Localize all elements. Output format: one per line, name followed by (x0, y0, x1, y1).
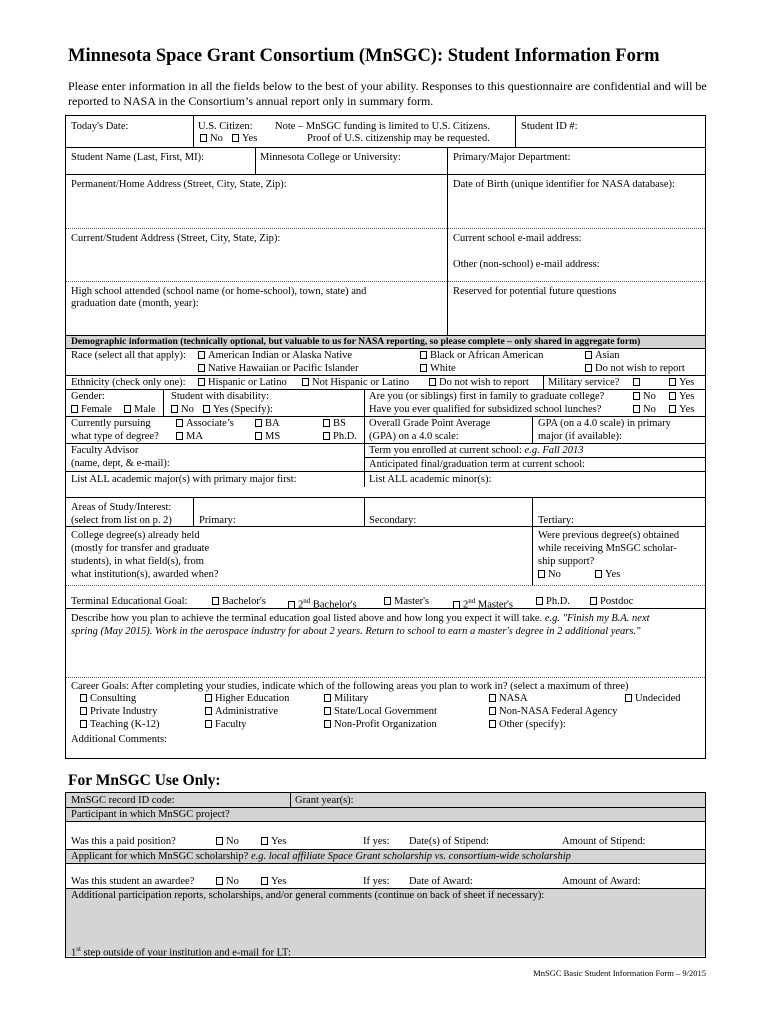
checkbox-icon (590, 597, 597, 605)
checkbox-icon (536, 597, 543, 605)
checkbox-icon (176, 432, 183, 440)
race-black[interactable]: Black or African American (418, 349, 543, 362)
checkbox-icon (198, 378, 205, 386)
career-other[interactable]: Other (specify): (487, 718, 566, 731)
checkbox-icon (255, 419, 262, 427)
checkbox-icon (489, 720, 496, 728)
checkbox-icon (323, 432, 330, 440)
office-use-heading: For MnSGC Use Only: (68, 772, 221, 789)
footer-text: MnSGC Basic Student Information Form – 9/2015 (533, 968, 706, 978)
prev-degrees-3: ship support? (538, 556, 595, 567)
military-no[interactable] (631, 376, 643, 389)
checkbox-icon (323, 419, 330, 427)
degrees-held-3: students), in what field(s), from (71, 556, 204, 567)
high-school-label-2: graduation date (month, year): (71, 298, 199, 309)
disability-label: Student with disability: (171, 391, 270, 402)
checkbox-icon (633, 392, 640, 400)
checkbox-icon (489, 707, 496, 715)
prev-degrees-2: while receiving MnSGC scholar- (538, 543, 677, 554)
dob-label: Date of Birth (unique identifier for NASA database): (453, 179, 675, 190)
checkbox-icon (205, 720, 212, 728)
record-id-label: MnSGC record ID code: (71, 795, 175, 806)
prev-degrees-no[interactable]: No (536, 568, 561, 581)
advisor-label-1: Faculty Advisor (71, 445, 139, 456)
stipend-dates-label: Date(s) of Stipend: (409, 836, 489, 847)
awardee-yes[interactable]: Yes (259, 875, 286, 888)
checkbox-icon (633, 378, 640, 386)
gpa-label-2: (GPA) on a 4.0 scale: (369, 431, 459, 442)
ethnicity-label: Ethnicity (check only one): (71, 377, 186, 388)
checkbox-icon (669, 405, 676, 413)
student-name-label: Student Name (Last, First, MI): (71, 152, 204, 163)
career-state-gov[interactable]: State/Local Government (322, 705, 437, 718)
award-date-label: Date of Award: (409, 876, 473, 887)
degrees-held-2: (mostly for transfer and graduate (71, 543, 210, 554)
career-private[interactable]: Private Industry (78, 705, 157, 718)
us-citizen-no[interactable]: No (198, 132, 223, 145)
checkbox-icon (324, 720, 331, 728)
term-example: e.g. Fall 2013 (524, 445, 584, 456)
awardee-no[interactable]: No (214, 875, 239, 888)
degree-phd[interactable]: Ph.D. (321, 430, 357, 443)
ethnicity-do-not-wish[interactable]: Do not wish to report (427, 376, 529, 389)
goal-second-masters[interactable]: 2nd Master's (451, 595, 513, 612)
checkbox-icon (171, 405, 178, 413)
student-id-label: Student ID #: (521, 121, 578, 132)
military-label: Military service? (548, 377, 620, 388)
goal-masters[interactable]: Master's (382, 595, 429, 608)
checkbox-icon (585, 364, 592, 372)
major-dept-label: Primary/Major Department: (453, 152, 571, 163)
career-faculty[interactable]: Faculty (203, 718, 247, 731)
goal-phd[interactable]: Ph.D. (534, 595, 570, 608)
checkbox-icon (205, 694, 212, 702)
goal-label: Terminal Educational Goal: (71, 596, 188, 607)
checkbox-icon (420, 364, 427, 372)
first-gen-label: Are you (or siblings) first in family to graduate college? (369, 391, 605, 402)
gpa-label-1: Overall Grade Point Average (369, 418, 491, 429)
checkbox-icon (420, 351, 427, 359)
goal-bachelors[interactable]: Bachelor's (210, 595, 266, 608)
lunch-label: Have you ever qualified for subsidized school lunches? (369, 404, 602, 415)
career-military[interactable]: Military (322, 692, 368, 705)
us-citizen-yes[interactable]: Yes (230, 132, 257, 145)
todays-date-label: Today's Date: (71, 121, 129, 132)
paid-if-yes: If yes: (363, 836, 390, 847)
ethnicity-hispanic[interactable]: Hispanic or Latino (196, 376, 287, 389)
checkbox-icon (261, 877, 268, 885)
career-teaching[interactable]: Teaching (K-12) (78, 718, 160, 731)
checkbox-icon (324, 707, 331, 715)
checkbox-icon (384, 597, 391, 605)
career-nasa[interactable]: NASA (487, 692, 528, 705)
prev-degrees-1: Were previous degree(s) obtained (538, 530, 680, 541)
checkbox-icon (80, 720, 87, 728)
prev-degrees-yes[interactable]: Yes (593, 568, 620, 581)
additional-comments-label: Additional Comments: (71, 734, 167, 745)
tertiary-area-label: Tertiary: (538, 515, 574, 526)
degree-ms[interactable]: MS (253, 430, 280, 443)
degree-ma[interactable]: MA (174, 430, 203, 443)
race-do-not-wish[interactable]: Do not wish to report (583, 362, 685, 375)
checkbox-icon (80, 694, 87, 702)
career-undecided[interactable]: Undecided (623, 692, 680, 705)
stipend-amount-label: Amount of Stipend: (562, 836, 646, 847)
checkbox-icon (669, 392, 676, 400)
ethnicity-not-hispanic[interactable]: Not Hispanic or Latino (300, 376, 409, 389)
checkbox-icon (633, 405, 640, 413)
demographics-header: Demographic information (technically optional, but valuable to us for NASA reporting, so please complete – only shared in aggregate form) (71, 336, 641, 347)
first-step-label: 1st step outside of your institution and e-mail for LT: (71, 945, 291, 959)
race-white[interactable]: White (418, 362, 456, 375)
describe-example: e.g. "Finish my B.A. next (544, 613, 650, 624)
checkbox-icon (585, 351, 592, 359)
military-yes[interactable]: Yes (667, 376, 694, 389)
checkbox-icon (489, 694, 496, 702)
reserved-label: Reserved for potential future questions (453, 286, 617, 297)
award-amount-label: Amount of Award: (562, 876, 641, 887)
disability-yes[interactable]: Yes (Specify): (201, 403, 273, 416)
career-prompt: Career Goals: After completing your studies, indicate which of the following areas you plan to work in? (select a maximum of three) (71, 681, 629, 692)
career-higher-ed[interactable]: Higher Education (203, 692, 289, 705)
degree-bs[interactable]: BS (321, 417, 346, 430)
checkbox-icon (216, 837, 223, 845)
minors-label: List ALL academic minor(s): (369, 474, 492, 485)
describe-example-2: spring (May 2015). Work in the aerospace industry for about 2 years. Return to school to earn a master's degree in 2 additional years." (71, 626, 641, 637)
major-gpa-label-1: GPA (on a 4.0 scale) in primary (538, 418, 671, 429)
race-native-hawaiian[interactable]: Native Hawaiian or Pacific Islander (196, 362, 358, 375)
checkbox-icon (261, 837, 268, 845)
awardee-label: Was this student an awardee? (71, 876, 195, 887)
perm-address-label: Permanent/Home Address (Street, City, State, Zip): (71, 179, 287, 190)
describe-plan: Describe how you plan to achieve the terminal education goal listed above and how long you expect it will take. e.g. "Finish my B.A. next (71, 613, 650, 624)
first-gen-yes[interactable]: Yes (667, 390, 694, 403)
checkbox-icon (232, 134, 239, 142)
additional-reports-label: Additional participation reports, scholarships, and/or general comments (continue on back of sheet if necessary): (71, 890, 545, 901)
checkbox-icon (198, 351, 205, 359)
goal-postdoc[interactable]: Postdoc (588, 595, 633, 608)
college-label: Minnesota College or University: (260, 152, 401, 163)
career-admin[interactable]: Administrative (203, 705, 278, 718)
paid-yes[interactable]: Yes (259, 835, 286, 848)
lunch-no[interactable]: No (631, 403, 656, 416)
areas-label-1: Areas of Study/Interest: (71, 502, 172, 513)
checkbox-icon (71, 405, 78, 413)
primary-area-label: Primary: (199, 515, 236, 526)
checkbox-icon (80, 707, 87, 715)
major-gpa-label-2: major (if available): (538, 431, 622, 442)
paid-no[interactable]: No (214, 835, 239, 848)
gender-male[interactable]: Male (122, 403, 156, 416)
advisor-label-2: (name, dept, & e-mail): (71, 458, 170, 469)
checkbox-icon (595, 570, 602, 578)
checkbox-icon (198, 364, 205, 372)
race-american-indian[interactable]: American Indian or Alaska Native (196, 349, 352, 362)
checkbox-icon (538, 570, 545, 578)
current-address-label: Current/Student Address (Street, City, State, Zip): (71, 233, 281, 244)
grant-years-label: Grant year(s): (295, 795, 354, 806)
paid-position-label: Was this a paid position? (71, 836, 176, 847)
degrees-held-4: what institution(s), awarded when? (71, 569, 219, 580)
career-consulting[interactable]: Consulting (78, 692, 136, 705)
disability-no[interactable]: No (169, 403, 194, 416)
career-non-nasa[interactable]: Non-NASA Federal Agency (487, 705, 617, 718)
degree-associates[interactable]: Associate’s (174, 417, 234, 430)
checkbox-icon (200, 134, 207, 142)
gender-label: Gender: (71, 391, 105, 402)
applicant-example: e.g. local affiliate Space Grant scholarship vs. consortium-wide scholarship (250, 851, 571, 862)
degrees-held-1: College degree(s) already held (71, 530, 200, 541)
applicant-label: Applicant for which MnSGC scholarship? e.g. local affiliate Space Grant scholarship vs. consortium-wide scholarship (71, 851, 571, 862)
other-email-label: Other (non-school) e-mail address: (453, 259, 600, 270)
checkbox-icon (255, 432, 262, 440)
citizen-note-1: Note – MnSGC funding is limited to U.S. Citizens. (275, 121, 490, 132)
checkbox-icon (669, 378, 676, 386)
secondary-area-label: Secondary: (369, 515, 417, 526)
school-email-label: Current school e-mail address: (453, 233, 582, 244)
race-asian[interactable]: Asian (583, 349, 620, 362)
checkbox-icon (625, 694, 632, 702)
checkbox-icon (176, 419, 183, 427)
checkbox-icon (302, 378, 309, 386)
first-gen-no[interactable]: No (631, 390, 656, 403)
career-nonprofit[interactable]: Non-Profit Organization (322, 718, 437, 731)
checkbox-icon (216, 877, 223, 885)
goal-second-bachelors[interactable]: 2nd Bachelor's (286, 595, 357, 612)
intro-text: Please enter information in all the fields below to the best of your ability. Responses to this questionnaire are confidential and will be reported to NASA in the Consortium’s annual report only in summary form. (68, 79, 707, 108)
race-label: Race (select all that apply): (71, 350, 186, 361)
pursuing-label-2: what type of degree? (71, 431, 159, 442)
checkbox-icon (429, 378, 436, 386)
us-citizen-label: U.S. Citizen: (198, 121, 253, 132)
pursuing-label-1: Currently pursuing (71, 418, 151, 429)
checkbox-icon (324, 694, 331, 702)
term-enrolled-label: Term you enrolled at current school: e.g. Fall 2013 (369, 445, 584, 456)
grad-term-label: Anticipated final/graduation term at current school: (369, 459, 586, 470)
award-if-yes: If yes: (363, 876, 390, 887)
lunch-yes[interactable]: Yes (667, 403, 694, 416)
checkbox-icon (205, 707, 212, 715)
majors-label: List ALL academic major(s) with primary major first: (71, 474, 297, 485)
high-school-label-1: High school attended (school name (or home-school), town, state) and (71, 286, 367, 297)
checkbox-icon (212, 597, 219, 605)
checkbox-icon (203, 405, 210, 413)
form-title: Minnesota Space Grant Consortium (MnSGC): Student Information Form (68, 46, 660, 66)
project-label: Participant in which MnSGC project? (71, 809, 230, 820)
checkbox-icon (124, 405, 131, 413)
gender-female[interactable]: Female (69, 403, 112, 416)
degree-ba[interactable]: BA (253, 417, 280, 430)
citizen-note-2: Proof of U.S. citizenship may be requested. (307, 133, 490, 144)
areas-label-2: (select from list on p. 2) (71, 515, 172, 526)
